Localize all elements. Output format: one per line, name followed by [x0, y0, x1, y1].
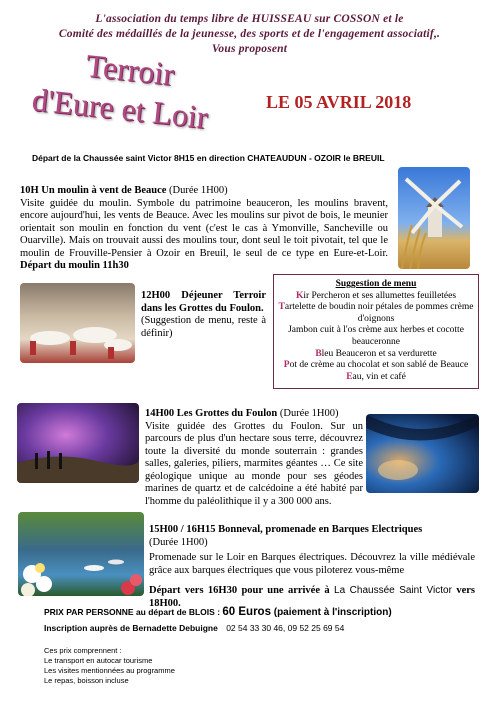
dejeuner-section [141, 290, 266, 340]
title-line-2: d'Eure et Loir [30, 81, 210, 136]
header-line-2: Comité des médaillés de la jeunesse, des sports et de l'engagement associatif,. [58, 28, 441, 40]
includes-list [44, 646, 175, 686]
title-line-1: Terroir [84, 47, 176, 93]
dejeuner-heading: 12H00 Déjeuner Terroir dans les Grottes du Foulon. [141, 290, 266, 314]
grottes-body: Visite guidée des Grottes du Foulon. Sur un parcours de plus d'un hectare sous terre, découvrez toute la diversité du monde souterrain : grandes salles, galeries, piliers, marmites géantes … Ce site géologique unique au monde pour ses géodes marines de quartz et de calcédoine a été habité par l'homme du paléolithique il y a 300 000 ans. [145, 420, 363, 507]
moulin-depart: Départ du moulin 11h30 [20, 260, 129, 271]
price-note: (paiement à l'inscription) [270, 607, 392, 618]
dejeuner-note: (Suggestion de menu, reste à définir) [141, 315, 266, 339]
moulin-body: Visite guidée du moulin. Symbole du patrimoine beauceron, les moulins bravent, encore aujourd'hui, les vents de Beauce. Avec les moulins sur pivot de bois, le meunier orientait son moulin en fonction du vent (c'est le cas à Ymonville, Sancheville ou Ouarville). Mais on trouvait aussi des moulins tour, dont seul le toit pivotait, tel que le moulin de Frouville-Pensier à Ozoir en Breuil, le seul de ce type en Eure-et-Loir. [20, 197, 388, 259]
inscription-label: Inscription auprès de Bernadette Debuigne [44, 623, 218, 633]
moulin-section [20, 185, 388, 273]
cave-interior-icon [366, 414, 479, 493]
bonneval-body: Promenade sur le Loir en Barques électriques. Découvrez la ville médiévale grâce aux barques électriques que vous piloterez vous-même [149, 552, 475, 576]
header-line-1: L'association du temps libre de HUISSEAU sur COSSON et le [95, 13, 404, 25]
bonneval-duration: (Durée 1H00) [149, 536, 208, 548]
cave-photo-right [366, 414, 479, 493]
cave-photo-left [17, 403, 139, 483]
includes-item: Les visites mentionnées au programme [44, 666, 175, 675]
menu-item-text: ir Percheron et ses allumettes feuilletées [303, 290, 457, 301]
menu-item-text: au, vin et café [352, 371, 406, 382]
menu-item-text: leu Beauceron et sa verdurette [321, 348, 437, 359]
inscription-phones: 02 54 33 30 46, 09 52 25 69 54 [226, 623, 345, 633]
bonneval-section [149, 524, 475, 610]
inscription-line [44, 623, 344, 633]
menu-item-initial: P [283, 360, 290, 371]
moulin-heading: 10H Un moulin à vent de Beauce [20, 185, 167, 196]
menu-item [276, 349, 476, 361]
departure-info: Départ de la Chaussée saint Victor 8H15 en direction CHATEAUDUN - OZOIR le BREUIL [32, 153, 385, 163]
menu-item-initial: K [295, 290, 304, 301]
includes-item: Le transport en autocar tourisme [44, 656, 153, 665]
bonneval-heading: 15H00 / 16H15 Bonneval, promenade en Barques Electriques [149, 524, 423, 535]
menu-item [276, 360, 476, 372]
event-date: LE 05 AVRIL 2018 [266, 92, 412, 112]
windmill-icon [398, 167, 470, 269]
menu-item [276, 291, 476, 303]
menu-item-initial: B [315, 348, 322, 359]
windmill-photo [398, 167, 470, 269]
bonneval-depart-b: vers 18H00. [149, 585, 475, 609]
price-line [44, 606, 392, 618]
moulin-duration: (Durée 1H00) [166, 185, 228, 196]
grottes-section [145, 408, 363, 508]
menu-item-text: ot de crème au chocolat et son sablé de Beauce [289, 360, 469, 371]
menu-item-initial: T [278, 302, 285, 313]
includes-title: Ces prix comprennent : [44, 646, 122, 655]
price-from: au départ de BLOIS : [133, 607, 223, 617]
bonneval-depart-a: Départ vers 16H30 pour une arrivée à [149, 585, 335, 596]
grottes-duration: (Durée 1H00) [277, 408, 339, 419]
price-label: PRIX PAR PERSONNE [44, 607, 134, 617]
menu-items [276, 291, 476, 384]
menu-item-text: artelette de boudin noir pétales de pommes crème d'oignons [284, 302, 474, 324]
restaurant-photo [20, 283, 135, 363]
menu-item [276, 325, 476, 348]
includes-item: Le repas, boisson incluse [44, 676, 129, 685]
menu-item-initial: E [346, 371, 353, 382]
header-line-3: Vous proposent [211, 43, 288, 55]
menu-item [276, 302, 476, 325]
grottes-heading: 14H00 Les Grottes du Foulon [145, 408, 278, 419]
menu-item-text: Jambon cuit à l'os crème aux herbes et cocotte beauceronne [288, 325, 464, 347]
price-amount: 60 Euros [222, 606, 271, 618]
dining-tables-icon [20, 283, 135, 363]
menu-box [273, 274, 479, 389]
bonneval-depart-place: La Chaussée Saint Victor [334, 585, 452, 596]
boats-photo [18, 512, 144, 596]
menu-item [276, 372, 476, 384]
cave-visitors-icon [17, 403, 139, 483]
flowers-boats-icon [18, 512, 144, 596]
menu-title: Suggestion de menu [335, 279, 417, 289]
